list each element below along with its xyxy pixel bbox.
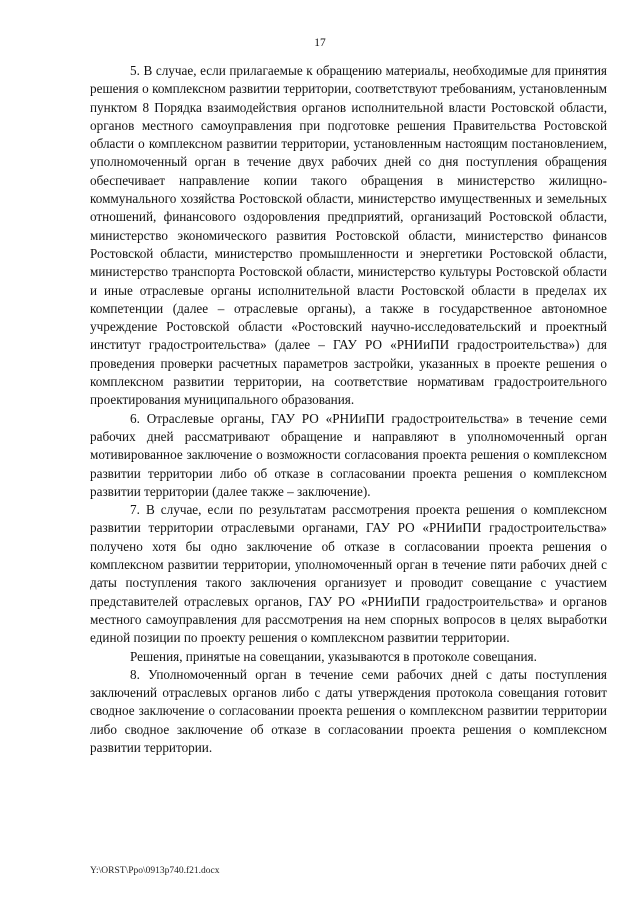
page-number: 17: [314, 37, 326, 49]
paragraph-meeting-decisions: Решения, принятые на совещании, указываются в протоколе совещания.: [130, 648, 537, 664]
document-body: [90, 62, 607, 757]
paragraph-clause-5: 5. В случае, если прилагаемые к обращению материалы, необходимые для принятия решения о комплексном развитии территории, соответствуют требованиям, установленным пунктом 8 Порядка взаимодействия органов исполнительной власти Ростовской области, органов местного самоуправления при подготовке решения Правительства Ростовской области о комплексном развитии территории, установленным настоящим постановлением, уполномоченный орган в течение двух рабочих дней со дня поступления обращения обеспечивает направление копии такого обращения в министерство жилищно-коммунального хозяйства Ростовской области, министерство имущественных и земельных отношений, финансового оздоровления предприятий, организаций Ростовской области, министерство экономического развития Ростовской области, министерство финансов Ростовской области, министерство промышленности и энергетики Ростовской области, министерство транспорта Ростовской области, министерство культуры Ростовской области и иные отраслевые органы исполнительной власти Ростовской области в пределах их компетенции (далее – отраслевые органы), а также в государственное автономное учреждение Ростовской области «Ростовский научно-исследовательский и проектный институт градостроительства» (далее – ГАУ РО «РНИиПИ градостроительства») для проведения проверки расчетных параметров застройки, указанных в проекте решения о комплексном развитии территории, на соответствие нормативам градостроительного проектирования муниципального образования.: [90, 63, 607, 408]
paragraph-clause-7: 7. В случае, если по результатам рассмотрения проекта решения о комплексном развитии территории отраслевыми органами, ГАУ РО «РНИиПИ градостроительства» получено хотя бы одно заключение об отказе в согласовании проекта решения о комплексном развитии территории, уполномоченный орган в течение пяти рабочих дней с даты поступления такого заключения организует и проводит совещание с участием представителей отраслевых органов, ГАУ РО «РНИиПИ градостроительства» и органов местного самоуправления для рассмотрения на нем спорных вопросов в целях выработки единой позиции по проекту решения о комплексном развитии территории.: [90, 502, 607, 646]
file-path-footer: Y:\ORST\Ppo\0913p740.f21.docx: [90, 866, 220, 876]
paragraph-clause-6: 6. Отраслевые органы, ГАУ РО «РНИиПИ градостроительства» в течение семи рабочих дней рассматривают обращение и направляют в уполномоченный орган мотивированное заключение о возможности согласования проекта решения о комплексном развитии территории либо об отказе в согласовании проекта решения о комплексном развитии территории (далее также – заключение).: [90, 410, 607, 499]
paragraph-clause-8: 8. Уполномоченный орган в течение семи рабочих дней с даты поступления заключений отраслевых органов либо с даты утверждения протокола совещания готовит сводное заключение о согласовании проекта решения о комплексном развитии территории либо сводное заключение об отказе в согласовании проекта решения о комплексном развитии территории.: [90, 666, 607, 755]
